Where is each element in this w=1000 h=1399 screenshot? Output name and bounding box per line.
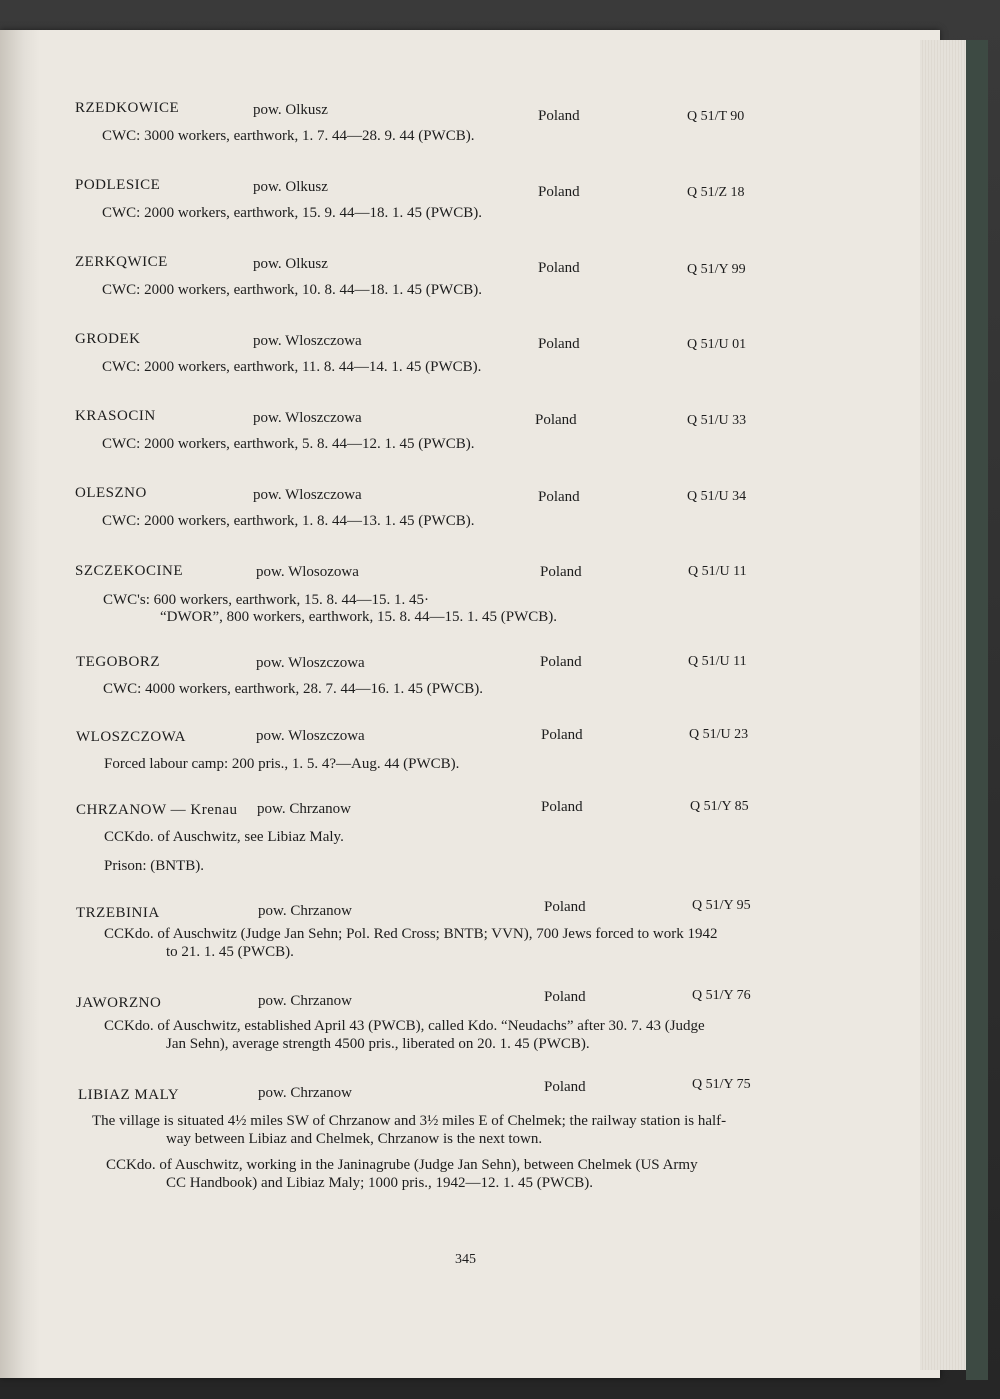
entry-text: Forced labour camp: 200 pris., 1. 5. 4?—Aug. 44 (PWCB).	[104, 756, 460, 772]
entry-country: Poland	[538, 489, 580, 505]
entry-grid-ref: Q 51/T 90	[687, 109, 745, 124]
entry-grid-ref: Q 51/Y 95	[692, 898, 751, 913]
entry-name: SZCZEKOCINE	[75, 563, 183, 579]
entry-text: CCKdo. of Auschwitz, established April 43 (PWCB), called Kdo. “Neudachs” after 30. 7. 43 (Judge	[104, 1018, 705, 1034]
entry-district: pow. Wloszczowa	[253, 333, 362, 349]
page-gutter	[0, 30, 40, 1378]
entry-grid-ref: Q 51/Y 75	[692, 1077, 751, 1092]
entry-name: OLESZNO	[75, 485, 147, 501]
entry-text: CCKdo. of Auschwitz, see Libiaz Maly.	[104, 829, 344, 845]
entry-name: RZEDKOWICE	[75, 100, 180, 116]
entry-district: pow. Chrzanow	[257, 801, 352, 817]
entry-grid-ref: Q 51/U 01	[687, 337, 747, 352]
entry-text: Jan Sehn), average strength 4500 pris., liberated on 20. 1. 45 (PWCB).	[166, 1036, 590, 1052]
entry-grid-ref: Q 51/U 23	[689, 727, 749, 742]
page-edges	[920, 40, 970, 1370]
entry-name: KRASOCIN	[75, 408, 156, 424]
entry-text: Prison: (BNTB).	[104, 858, 205, 874]
page-number: 345	[455, 1252, 476, 1267]
entry-grid-ref: Q 51/Y 76	[692, 988, 751, 1003]
entry-text: CWC: 2000 workers, earthwork, 11. 8. 44—14. 1. 45 (PWCB).	[102, 359, 482, 375]
entry-country: Poland	[544, 989, 586, 1005]
entry-country: Poland	[544, 899, 586, 915]
entry-country: Poland	[541, 799, 583, 815]
entry-country: Poland	[535, 412, 577, 428]
entry-country: Poland	[541, 727, 583, 743]
entry-text: CWC: 3000 workers, earthwork, 1. 7. 44—28. 9. 44 (PWCB).	[102, 128, 475, 144]
entry-text: CWC: 2000 workers, earthwork, 1. 8. 44—13. 1. 45 (PWCB).	[102, 513, 475, 529]
entry-district: pow. Chrzanow	[258, 903, 353, 919]
entry-district: pow. Wloszczowa	[253, 410, 362, 426]
book-cover-edge	[966, 40, 988, 1380]
entry-district: pow. Wloszczowa	[256, 655, 365, 671]
entry-text: CWC: 2000 workers, earthwork, 5. 8. 44—12. 1. 45 (PWCB).	[102, 436, 475, 452]
entry-text: CWC: 2000 workers, earthwork, 10. 8. 44—18. 1. 45 (PWCB).	[102, 282, 482, 298]
entry-district: pow. Wlosozowa	[256, 564, 359, 580]
entry-name: TEGOBORZ	[76, 654, 160, 670]
entry-country: Poland	[544, 1079, 586, 1095]
entry-text: CWC: 2000 workers, earthwork, 15. 9. 44—18. 1. 45 (PWCB).	[102, 205, 482, 221]
entry-name: CHRZANOW — Krenau	[76, 802, 238, 818]
entry-name: WLOSZCZOWA	[76, 729, 186, 745]
entry-name: LIBIAZ MALY	[78, 1087, 180, 1103]
entry-district: pow. Olkusz	[253, 179, 328, 195]
entry-district: pow. Chrzanow	[258, 1085, 353, 1101]
entry-text: to 21. 1. 45 (PWCB).	[166, 944, 294, 960]
entry-text: “DWOR”, 800 workers, earthwork, 15. 8. 44—15. 1. 45 (PWCB).	[160, 609, 558, 625]
entry-text: CCKdo. of Auschwitz (Judge Jan Sehn; Pol. Red Cross; BNTB; VVN), 700 Jews forced to work 1942	[104, 926, 718, 942]
entry-country: Poland	[540, 654, 582, 670]
entry-text: The village is situated 4½ miles SW of Chrzanow and 3½ miles E of Chelmek; the railway station is half-	[92, 1113, 727, 1129]
entry-grid-ref: Q 51/U 33	[687, 413, 747, 428]
entry-text: way between Libiaz and Chelmek, Chrzanow is the next town.	[166, 1131, 543, 1147]
entry-country: Poland	[540, 564, 582, 580]
entry-name: PODLESICE	[75, 177, 161, 193]
entry-name: TRZEBINIA	[76, 905, 160, 921]
entry-grid-ref: Q 51/U 11	[688, 654, 747, 669]
entry-country: Poland	[538, 184, 580, 200]
entry-district: pow. Wloszczowa	[253, 487, 362, 503]
entry-text: CC Handbook) and Libiaz Maly; 1000 pris., 1942—12. 1. 45 (PWCB).	[166, 1175, 594, 1191]
entry-district: pow. Chrzanow	[258, 993, 353, 1009]
entry-grid-ref: Q 51/Z 18	[687, 185, 745, 200]
entry-name: GRODEK	[75, 331, 141, 347]
entry-country: Poland	[538, 336, 580, 352]
entry-country: Poland	[538, 260, 580, 276]
entry-name: JAWORZNO	[76, 995, 162, 1011]
entry-district: pow. Wloszczowa	[256, 728, 365, 744]
entry-district: pow. Olkusz	[253, 102, 328, 118]
entry-grid-ref: Q 51/Y 85	[690, 799, 749, 814]
entry-grid-ref: Q 51/U 34	[687, 489, 747, 504]
entry-grid-ref: Q 51/Y 99	[687, 262, 746, 277]
entry-grid-ref: Q 51/U 11	[688, 564, 747, 579]
entry-text: CWC's: 600 workers, earthwork, 15. 8. 44—15. 1. 45·	[103, 592, 429, 608]
entry-text: CWC: 4000 workers, earthwork, 28. 7. 44—16. 1. 45 (PWCB).	[103, 681, 483, 697]
entry-name: ZERKQWICE	[75, 254, 168, 270]
entry-country: Poland	[538, 108, 580, 124]
entry-text: CCKdo. of Auschwitz, working in the Janinagrube (Judge Jan Sehn), between Chelmek (US Army	[106, 1157, 698, 1173]
entry-district: pow. Olkusz	[253, 256, 328, 272]
